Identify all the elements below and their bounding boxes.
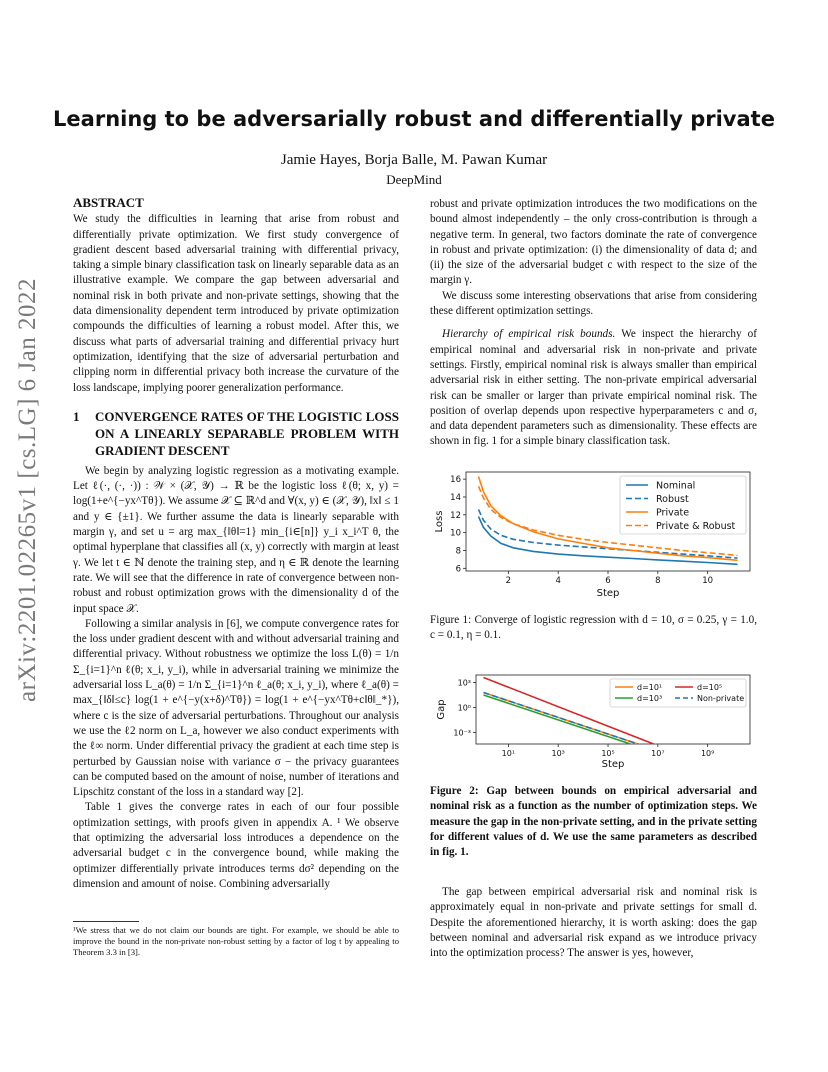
- legend-label: Robust: [656, 494, 689, 505]
- x-tick-label: 10⁹: [700, 749, 715, 758]
- legend-label: d=10¹: [637, 683, 663, 692]
- legend-label: Nominal: [656, 480, 696, 492]
- x-tick-label: 2: [505, 576, 512, 586]
- footnote: ¹We stress that we do not claim our bounds are tight. For example, we should be able to improve the bound in the non-private non-robust setting by a factor of log t by appealing to Theorem 3.3 in [3].: [73, 925, 399, 957]
- figure-1-chart: [430, 466, 757, 602]
- x-tick-label: 10¹: [501, 749, 516, 758]
- section-1-paragraph-3: Table 1 gives the converge rates in each of our four possible optimization settings, with proofs given in appendix A. ¹ We observe that optimizing the adversarial loss introduces a dependence on the adversarial budget c in the convergence bound, while making the optimizer differentially private introduces terms dσ² depending on the dimension and amount of noise. Combining adversarially: [73, 801, 399, 890]
- y-tick-label: 12: [450, 510, 461, 521]
- y-tick-label: 16: [450, 475, 461, 486]
- y-tick-label: 10⁻³: [453, 728, 471, 738]
- x-tick-label: 10⁷: [651, 749, 665, 758]
- right-paragraph-1: robust and private optimization introduces the two modifications on the bound almost independently – the only cross-contribution is through a negative term. In general, two factors dominate the rate of convergence in robust and private optimization: (i) the dimensionality of data d; and (ii) the size of the adversarial budget c with respect to the size of the margin γ.: [430, 198, 757, 287]
- paragraph-lead: Hierarchy of empirical risk bounds.: [442, 328, 616, 341]
- affiliation: DeepMind: [386, 172, 442, 187]
- y-axis-label: Loss: [434, 510, 445, 533]
- left-column: [73, 195, 399, 892]
- right-column-bottom: [430, 885, 757, 961]
- section-title: CONVERGENCE RATES OF THE LOGISTIC LOSS ON A LINEARLY SEPARABLE PROBLEM WITH GRADIENT DESCENT: [95, 408, 399, 458]
- x-tick-label: 4: [555, 576, 561, 586]
- figure-2-legend: [610, 679, 746, 707]
- section-1-paragraph-2: Following a similar analysis in [6], we compute convergence rates for the loss under gradient descent with and without adversarial training and differential privacy. Without robustness we optimize the loss L(θ) = 1/n Σ_{i=1}^n ℓ(θ; x_i, y_i), while in adversarial training we minimize the adversarial loss L_a(θ) = 1/n Σ_{i=1}^n ℓ_a(θ; x_i, y_i), where ℓ_a(θ) = max_{‖δ‖≤c} log(1 + e^{−y(x+δ)^Tθ}) = log(1 + e^{−yx^Tθ+c‖θ‖_*}), where c is the size of adversarial perturbations. Throughout our analysis we use the ℓ2 norm on L_a, however we also conduct experiments with the ℓ∞ norm. Under differential privacy the gradient at each time step is perturbed by Gaussian noise with variance σ − the privacy guarantees can be computed based on the amount of noise, number of iterations and Lipschitz constant of the loss in a standard way [2].: [73, 617, 399, 799]
- x-tick-label: 8: [655, 576, 661, 586]
- figure-2-caption: Figure 2: Gap between bounds on empirical adversarial and nominal risk as a function as the number of optimization steps. We measure the gap in the non-private setting, and in the private setting for different values of d. We use the same parameters as described in fig. 1.: [430, 785, 757, 859]
- arxiv-stamp: arXiv:2201.02265v1 [cs.LG] 6 Jan 2022: [14, 278, 41, 702]
- y-tick-label: 6: [455, 564, 461, 575]
- legend-label: Non-private: [697, 694, 745, 703]
- author-list: Jamie Hayes, Borja Balle, M. Pawan Kumar: [280, 152, 548, 168]
- section-1-paragraph-1: We begin by analyzing logistic regression as a motivating example. Let ℓ(·, (·, ·)) : 𝒲 × (𝒳, 𝒴) → ℝ be the logistic loss ℓ(θ; x, y) = log(1+e^{−yx^Tθ}). We assume 𝒳 ⊆ ℝ^d and ∀(x, y) ∈ (𝒳, 𝒴), ‖x‖ ≤ 1 and y ∈ {±1}. We further assume the data is linearly separable with margin γ, and set u = arg max_{‖θ‖=1} min_{i∈[n]} y_i x_i^T θ, the optimal hyperplane that classifies all (x, y) correctly with margin at least γ. We let t ∈ ℕ denote the training step, and η ∈ ℝ denote the learning rate. We will see that the difference in rate of convergence between non-robust and robust optimization grows with the dimensionality d of the input space 𝒳.: [73, 464, 399, 615]
- x-tick-label: 6: [605, 576, 611, 586]
- figure-1-legend: [620, 476, 746, 534]
- right-paragraph-3: [430, 327, 757, 449]
- y-tick-label: 10: [450, 528, 461, 539]
- y-tick-label: 8: [455, 546, 461, 557]
- abstract-text: We study the difficulties in learning that arise from robust and differentially private optimization. We first study convergence of gradient descent based adversarial training with differential privacy, taking a simple binary classification task on linearly separable data as an illustrative example. We compare the gap between adversarial and nominal risk in both private and non-private settings, showing that the data dimensionality dependent term introduced by private optimization compounds the difficulties of learning a robust model. After this, we discuss what parts of adversarial training and differential privacy hurt optimization, identifying that the size of adversarial perturbation and clipping norm in differential privacy both increase the curvature of the loss landscape, implying poorer generalization performance.: [73, 213, 399, 394]
- abstract-heading: ABSTRACT: [73, 195, 144, 210]
- legend-label: Private: [656, 507, 690, 519]
- x-axis-label: Step: [601, 759, 625, 770]
- paper-title: Learning to be adversarially robust and differentially private: [53, 107, 775, 131]
- footnote-rule: [73, 921, 139, 922]
- y-tick-label: 14: [450, 492, 461, 503]
- legend-label: Private & Robust: [656, 521, 736, 532]
- y-tick-label: 10³: [457, 678, 471, 688]
- section-number: 1: [73, 408, 80, 424]
- section-1-heading: [73, 408, 399, 459]
- y-axis-label: Gap: [436, 699, 447, 720]
- paragraph-body: We inspect the hierarchy of empirical nominal and adversarial risk in non-private and private settings. Firstly, empirical nominal risk is always smaller than empirical adversarial risk in either setting. The non-private empirical adversarial risk can be smaller or larger than private empirical nominal risk. The position of overlap depends upon respective hyperparameters c and σ, and data dependent parameters such as dimensionality. These effects are shown in fig. 1 for a simple binary classification task.: [430, 328, 757, 448]
- x-tick-label: 10³: [551, 749, 565, 758]
- right-paragraph-4: The gap between empirical adversarial risk and nominal risk is approximately equal in non-private and private settings for small d. Despite the aforementioned hierarchy, it is worth asking: does the gap between nominal and adversarial risk expand as we introduce privacy into the optimization process? The answer is yes, however,: [430, 886, 757, 960]
- legend-label: d=10⁵: [697, 683, 723, 692]
- right-column-top: [430, 197, 757, 450]
- right-paragraph-2: We discuss some interesting observations that arise from considering these different optimization settings.: [430, 289, 757, 318]
- x-tick-label: 10⁵: [601, 749, 615, 758]
- x-tick-label: 10: [702, 576, 714, 586]
- figure-1-caption: Figure 1: Converge of logistic regression with d = 10, σ = 0.25, γ = 1.0, c = 0.1, η = 0.1.: [430, 614, 757, 642]
- y-tick-label: 10⁰: [457, 703, 471, 713]
- legend-label: d=10³: [637, 694, 663, 703]
- x-axis-label: Step: [596, 588, 620, 599]
- figure-2-chart: [430, 672, 757, 772]
